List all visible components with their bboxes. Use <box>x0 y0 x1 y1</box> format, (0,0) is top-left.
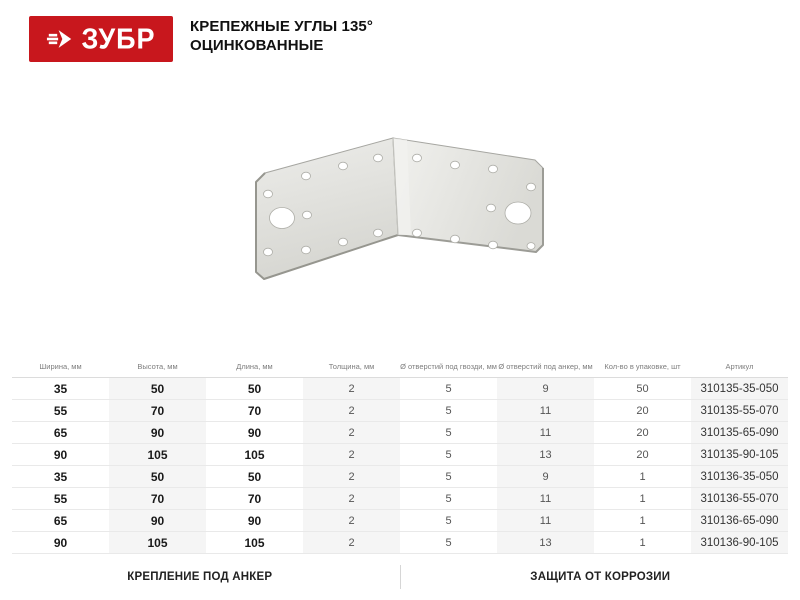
table-cell: 2 <box>303 466 400 488</box>
table-cell: 5 <box>400 422 497 444</box>
table-body <box>12 378 788 554</box>
table-cell: 90 <box>109 422 206 444</box>
table-cell: 2 <box>303 532 400 554</box>
angle-bracket-illustration <box>235 125 570 300</box>
table-cell: 50 <box>109 466 206 488</box>
table-cell: 55 <box>12 488 109 510</box>
table-row <box>12 532 788 554</box>
table-cell: 50 <box>109 378 206 400</box>
table-cell: 90 <box>12 444 109 466</box>
feature-corrosion-protection: ЗАЩИТА ОТ КОРРОЗИИ <box>530 571 671 583</box>
table-cell: 70 <box>206 488 303 510</box>
table-cell: 35 <box>12 378 109 400</box>
table-cell: 1 <box>594 488 691 510</box>
table-cell: 20 <box>594 422 691 444</box>
table-cell: 2 <box>303 422 400 444</box>
table-cell: 9 <box>497 466 594 488</box>
column-header: Артикул <box>725 361 754 371</box>
table-cell: 310135-65-090 <box>691 422 788 444</box>
table-cell: 2 <box>303 378 400 400</box>
table-cell: 11 <box>497 488 594 510</box>
table-cell: 20 <box>594 400 691 422</box>
table-cell: 310136-65-090 <box>691 510 788 532</box>
page-title <box>190 17 373 55</box>
page-title-line1: КРЕПЕЖНЫЕ УГЛЫ 135° <box>190 18 373 35</box>
table-row <box>12 466 788 488</box>
table-cell: 2 <box>303 444 400 466</box>
table-cell: 90 <box>206 422 303 444</box>
table-cell: 1 <box>594 510 691 532</box>
table-cell: 11 <box>497 510 594 532</box>
table-cell: 90 <box>109 510 206 532</box>
column-header: Кол-во в упаковке, шт <box>604 361 681 371</box>
table-cell: 310136-90-105 <box>691 532 788 554</box>
table-cell: 2 <box>303 510 400 532</box>
column-header: Ширина, мм <box>39 361 82 371</box>
table-cell: 310135-55-070 <box>691 400 788 422</box>
table-cell: 55 <box>12 400 109 422</box>
table-cell: 310135-35-050 <box>691 378 788 400</box>
table-cell: 105 <box>109 532 206 554</box>
feature-anchor-mount: КРЕПЛЕНИЕ ПОД АНКЕР <box>127 571 273 583</box>
table-row <box>12 378 788 400</box>
table-row <box>12 400 788 422</box>
column-header: Длина, мм <box>236 361 273 371</box>
table-cell: 50 <box>594 378 691 400</box>
table-cell: 11 <box>497 422 594 444</box>
table-cell: 90 <box>12 532 109 554</box>
table-row <box>12 488 788 510</box>
table-cell: 5 <box>400 466 497 488</box>
column-header: Высота, мм <box>137 361 178 371</box>
table-cell: 310136-35-050 <box>691 466 788 488</box>
table-header-row <box>12 355 788 378</box>
table-cell: 5 <box>400 378 497 400</box>
table-cell: 1 <box>594 466 691 488</box>
brand-logo <box>29 16 173 62</box>
table-row <box>12 444 788 466</box>
table-cell: 310136-55-070 <box>691 488 788 510</box>
table-cell: 5 <box>400 532 497 554</box>
table-cell: 105 <box>206 532 303 554</box>
table-cell: 70 <box>109 488 206 510</box>
table-cell: 2 <box>303 400 400 422</box>
table-row <box>12 510 788 532</box>
table-cell: 11 <box>497 400 594 422</box>
table-cell: 5 <box>400 510 497 532</box>
table-cell: 50 <box>206 378 303 400</box>
table-cell: 105 <box>109 444 206 466</box>
table-cell: 90 <box>206 510 303 532</box>
table-cell: 2 <box>303 488 400 510</box>
table-cell: 50 <box>206 466 303 488</box>
column-header: Толщина, мм <box>328 361 375 371</box>
table-cell: 310135-90-105 <box>691 444 788 466</box>
table-cell: 65 <box>12 422 109 444</box>
table-cell: 105 <box>206 444 303 466</box>
product-image <box>235 125 570 300</box>
page-title-line2: ОЦИНКОВАННЫЕ <box>190 37 324 54</box>
table-cell: 70 <box>109 400 206 422</box>
zubr-arrow-icon <box>46 25 74 53</box>
table-cell: 5 <box>400 488 497 510</box>
table-cell: 1 <box>594 532 691 554</box>
table-cell: 65 <box>12 510 109 532</box>
table-cell: 35 <box>12 466 109 488</box>
table-row <box>12 422 788 444</box>
column-header: Ø отверстий под гвозди, мм <box>400 361 497 371</box>
table-cell: 20 <box>594 444 691 466</box>
column-header: Ø отверстий под анкер, мм <box>498 361 593 371</box>
footer <box>0 563 800 591</box>
spec-table <box>12 355 788 554</box>
table-cell: 70 <box>206 400 303 422</box>
brand-name: ЗУБР <box>81 22 156 55</box>
table-cell: 13 <box>497 444 594 466</box>
table-cell: 5 <box>400 400 497 422</box>
table-cell: 13 <box>497 532 594 554</box>
table-cell: 9 <box>497 378 594 400</box>
table-cell: 5 <box>400 444 497 466</box>
